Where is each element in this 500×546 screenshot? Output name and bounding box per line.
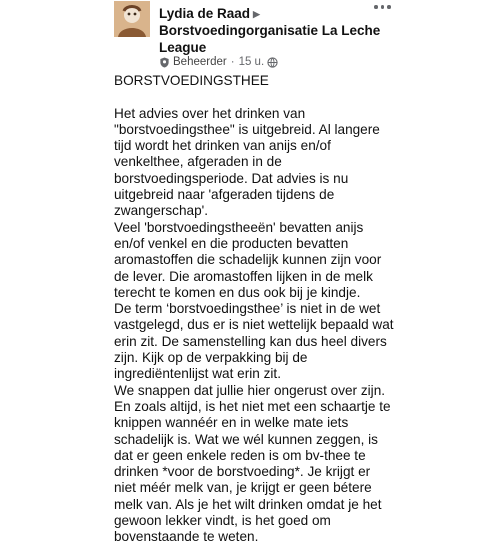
post-meta: [159, 55, 278, 69]
post-header: [114, 1, 500, 69]
separator-dot: ·: [230, 56, 235, 68]
author-name[interactable]: Lydia de Raad: [159, 6, 251, 21]
triangle-right-icon: ▶: [253, 9, 260, 19]
paragraph-1: Het advies over het drinken van "borstvoedingsthee" is uitgebreid. Al langere tijd wordt het drinken van anijs en/of venkelthee, afgeraden in de borstvoedingsperiode. Dat advies is nu uitgebreid naar 'afgeraden tijdens de zwangerschap'.: [114, 105, 380, 219]
globe-icon: [267, 57, 278, 68]
post-time[interactable]: 15 u.: [238, 56, 265, 68]
more-dot: [387, 5, 391, 9]
more-options-icon[interactable]: [374, 1, 394, 13]
author-avatar[interactable]: [114, 1, 150, 37]
paragraph-3: De term ‘borstvoedingsthee’ is niet in de wet vastgelegd, dus er is niet wettelijk bepaald wat erin zit. De samenstelling kan dus heel divers zijn. Kijk op de verpakking bij de ingrediëntenlijst wat erin zit.: [114, 301, 394, 382]
more-dot: [374, 5, 378, 9]
avatar-photo-icon: [114, 1, 150, 37]
paragraph-2: Veel 'borstvoedingstheeën' bevatten anijs en/of venkel en die producten bevatten aromastoffen die schadelijk kunnen zijn voor de lever. Die aromastoffen lijken in de melk terecht te komen en dus ook bij je kindje.: [114, 219, 382, 300]
post-text: [114, 73, 394, 546]
post-title: BORSTVOEDINGSTHEE: [114, 73, 269, 88]
group-name[interactable]: Borstvoedingorganisatie La Leche League: [159, 23, 381, 55]
more-dot: [381, 5, 385, 9]
role-label: Beheerder: [173, 56, 227, 68]
admin-badge-icon: [159, 57, 170, 68]
paragraph-4: We snappen dat jullie hier ongerust over zijn. En zoals altijd, is het niet met een schaartje te knippen wannéér en in welke mate iets schadelijk is. Wat we wél kunnen zeggen, is dat er geen enkele reden is om bv-thee te drinken *voor de borstvoeding*. Je krijgt er niet méér melk van, je krijgt er geen bétere melk van. Als je het wilt drinken omdat je het gewoon lekker vindt, is het goed om bovenstaande te weten.: [114, 382, 391, 545]
blank-line: [114, 89, 394, 105]
author-row: [159, 5, 260, 23]
